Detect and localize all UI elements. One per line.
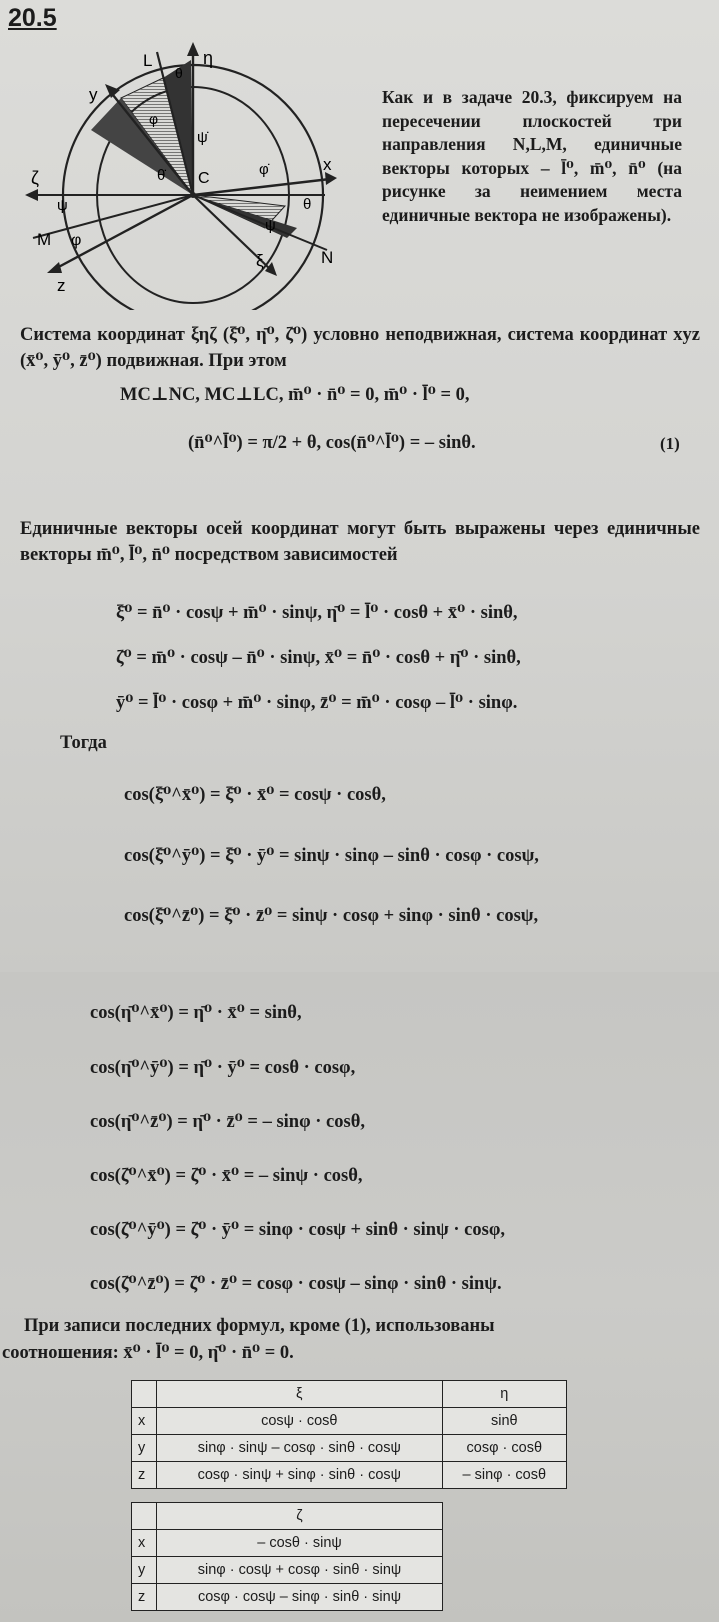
label-N: N (321, 248, 334, 267)
orthogonality-equation: MC⊥NC, MC⊥LC, m̄⁰ · n̄⁰ = 0, m̄⁰ · l̄⁰ = 0, (120, 385, 470, 405)
conclusion-line-1: При записи последних формул, кроме (1), использованы (24, 1316, 495, 1336)
label-y: y (89, 85, 98, 104)
table1-cell: cosφ · cosθ (442, 1435, 566, 1462)
table2-cell: cosφ · cosψ – sinφ · sinθ · sinψ (157, 1584, 443, 1611)
table1-row-label: y (132, 1435, 157, 1462)
dependency-3: ȳ⁰ = l̄⁰ · cosφ + m̄⁰ · sinφ, z̄⁰ = m̄⁰ · cosφ – l̄⁰ · sinφ. (116, 693, 518, 713)
cosine-zeta-z: cos(ζ̄⁰^z̄⁰) = ζ̄⁰ · z̄⁰ = cosφ · cosψ – sinφ · sinθ · sinψ. (90, 1274, 502, 1294)
coordinate-systems-paragraph: Система координат ξηζ (ξ̄⁰, η̄⁰, ζ̄⁰) условно неподвижная, система координат xyz (x̄⁰, ȳ⁰, z̄⁰) подвижная. При этом (20, 325, 700, 371)
label-theta-right: θ (303, 196, 312, 213)
cosine-eta-z: cos(η̄⁰^z̄⁰) = η̄⁰ · z̄⁰ = – sinφ · cosθ, (90, 1112, 365, 1132)
label-z: z (57, 276, 66, 295)
table1-cell: cosψ · cosθ (157, 1408, 443, 1435)
cosine-xi-x: cos(ξ̄⁰^x̄⁰) = ξ̄⁰ · x̄⁰ = cosψ · cosθ, (124, 785, 386, 805)
cosine-eta-y: cos(η̄⁰^ȳ⁰) = η̄⁰ · ȳ⁰ = cosθ · cosφ, (90, 1058, 356, 1078)
then-word: Тогда (60, 733, 107, 753)
label-psi-dot: ψ̇ (197, 129, 208, 146)
label-L: L (143, 51, 153, 70)
table1-corner (132, 1381, 157, 1408)
direction-cosines-table-zeta (131, 1502, 443, 1611)
table2-row-label: z (132, 1584, 157, 1611)
table1-row-label: x (132, 1408, 157, 1435)
intro-paragraph: Как и в задаче 20.3, фиксируем на пересечении плоскостей три направления N,L,M, единичные векторы которых – l̄⁰, m̄⁰, n̄⁰ (на рисунке за неимением места единичные вектора не изображены). (382, 87, 682, 225)
table1-cell: cosφ · sinψ + sinφ · sinθ · cosψ (157, 1462, 443, 1489)
table1-header-xi: ξ (157, 1381, 443, 1408)
angle-equation: (n̄⁰^l̄⁰) = π/2 + θ, cos(n̄⁰^l̄⁰) = – sinθ. (188, 433, 476, 453)
label-x: x (323, 155, 332, 174)
label-phi-dot: φ̇ (259, 161, 269, 178)
conclusion-line-2: соотношения: x̄⁰ · l̄⁰ = 0, η̄⁰ · n̄⁰ = 0. (2, 1343, 294, 1363)
table1-row-label: z (132, 1462, 157, 1489)
x-axis (193, 179, 330, 195)
cosine-eta-x: cos(η̄⁰^x̄⁰) = η̄⁰ · x̄⁰ = sinθ, (90, 1003, 302, 1023)
label-phi-inner: φ (149, 111, 159, 127)
table2-corner (132, 1503, 157, 1530)
cosine-xi-z: cos(ξ̄⁰^z̄⁰) = ξ̄⁰ · z̄⁰ = sinψ · cosφ + sinφ · sinθ · cosψ, (124, 906, 539, 926)
cosine-zeta-x: cos(ζ̄⁰^x̄⁰) = ζ̄⁰ · x̄⁰ = – sinψ · cosθ, (90, 1166, 363, 1186)
cosine-zeta-y: cos(ζ̄⁰^ȳ⁰) = ζ̄⁰ · ȳ⁰ = sinφ · cosψ + sinθ · sinψ · cosφ, (90, 1220, 506, 1240)
direction-cosines-table-xi-eta (131, 1380, 567, 1489)
label-zeta: ζ (31, 168, 39, 188)
table1-cell: – sinφ · cosθ (442, 1462, 566, 1489)
table2-cell: sinφ · cosψ + cosφ · sinθ · sinψ (157, 1557, 443, 1584)
table2-cell: – cosθ · sinψ (157, 1530, 443, 1557)
table2-row-label: y (132, 1557, 157, 1584)
dependency-1: ξ̄⁰ = n̄⁰ · cosψ + m̄⁰ · sinψ, η̄⁰ = l̄⁰ · cosθ + x̄⁰ · sinθ, (116, 603, 518, 623)
table1-cell: sinθ (442, 1408, 566, 1435)
table2-row-label: x (132, 1530, 157, 1557)
table1-cell: sinφ · sinψ – cosφ · sinθ · cosψ (157, 1435, 443, 1462)
label-eta: η (203, 48, 214, 68)
label-xi: ξ (256, 251, 264, 270)
label-theta-dot: θ̇ (157, 167, 166, 184)
dependency-2: ζ̄⁰ = m̄⁰ · cosψ – n̄⁰ · sinψ, x̄⁰ = n̄⁰ · cosθ + η̄⁰ · sinθ, (116, 648, 521, 668)
table2-header-zeta: ζ (157, 1503, 443, 1530)
label-C: C (198, 170, 210, 187)
label-M: M (37, 230, 52, 249)
table1-header-eta: η (442, 1381, 566, 1408)
cosine-xi-y: cos(ξ̄⁰^ȳ⁰) = ξ̄⁰ · ȳ⁰ = sinψ · sinφ – sinθ · cosφ · cosψ, (124, 846, 539, 866)
unit-vectors-paragraph: Единичные векторы осей координат могут быть выражены через единичные векторы m̄⁰, l̄⁰, n̄⁰ посредством зависимостей (20, 519, 700, 565)
equation-number: (1) (660, 434, 680, 453)
euler-angles-figure (25, 38, 375, 310)
problem-number: 20.5 (8, 4, 57, 32)
label-psi-right: ψ (265, 217, 276, 234)
label-theta-top: θ (175, 65, 183, 81)
label-phi-left: φ (71, 232, 82, 249)
label-psi-left: ψ (57, 197, 68, 214)
